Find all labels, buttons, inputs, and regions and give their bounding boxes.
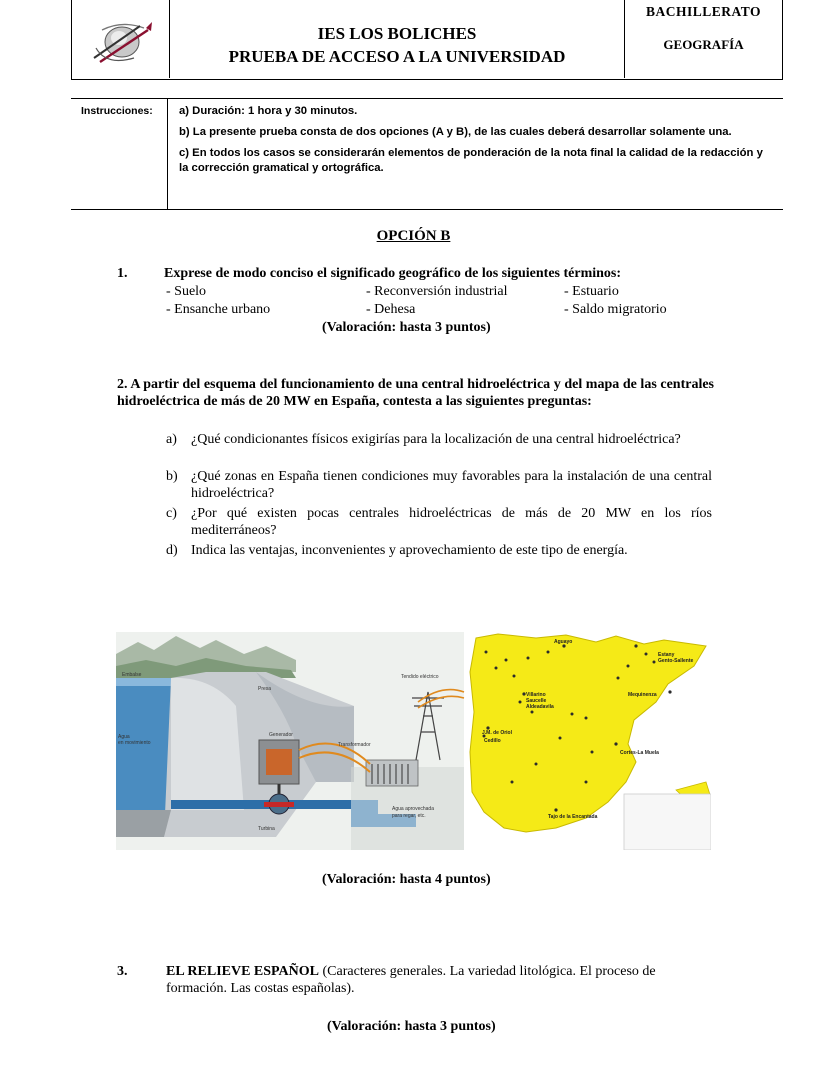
q3-description: (Caracteres generales. La variedad litológica. El proceso de formación. Las costas españolas). <box>166 964 656 996</box>
map-label-jm-oriol: J.M. de Oriol <box>482 730 513 736</box>
label-aprov: Agua aprovechada <box>392 806 434 812</box>
q2-item-text: ¿Qué zonas en España tienen condiciones muy favorables para la instalación de una central hidroeléctrica? <box>191 469 712 501</box>
q2-item-letter: a) <box>166 432 177 447</box>
hydro-plant-diagram <box>116 632 464 850</box>
label-aprov-2: para regar, etc. <box>392 813 426 819</box>
label-turbina: Turbina <box>258 826 275 832</box>
q1-term: - Saldo migratorio <box>564 302 667 317</box>
q1-number: 1. <box>117 266 128 281</box>
school-name: IES LOS BOLICHES <box>317 24 477 43</box>
q1-term: - Estuario <box>564 284 619 299</box>
option-title: OPCIÓN B <box>376 228 451 244</box>
label-tendido: Tendido eléctrico <box>401 674 439 680</box>
q3-score: (Valoración: hasta 3 puntos) <box>327 1019 496 1034</box>
q2-score: (Valoración: hasta 4 puntos) <box>322 872 491 887</box>
q2-item-text: Indica las ventajas, inconvenientes y aprovechamiento de este tipo de energía. <box>191 543 628 558</box>
q2-item-letter: b) <box>166 469 178 484</box>
hydro-plants-map <box>468 632 711 850</box>
instruction-item: b) La presente prueba consta de dos opciones (A y B), de las cuales deberá desarrollar solamente una. <box>179 126 732 138</box>
q1-term: - Reconversión industrial <box>366 284 508 299</box>
q1-term: - Suelo <box>166 284 207 299</box>
label-transformador: Transformador <box>338 742 371 748</box>
map-label-estany: Estany <box>658 652 675 658</box>
map-label-villarino: Villarino <box>526 692 546 698</box>
q1-prompt: Exprese de modo conciso el significado geográfico de los siguientes términos: <box>164 266 622 281</box>
q2-item-text: ¿Qué condicionantes físicos exigirías para la localización de una central hidroeléctrica? <box>191 432 681 447</box>
q3-number: 3. <box>117 964 128 979</box>
instructions-divider <box>167 99 168 209</box>
map-label-aguayo: Aguayo <box>554 639 573 645</box>
instruction-item: c) En todos los casos se considerarán elementos de ponderación de la nota final la calidad de la redacción y la corrección gramatical y ortográfica. <box>179 147 763 174</box>
map-label-mequinenza: Mequinenza <box>628 692 657 698</box>
instructions-box <box>71 98 783 210</box>
map-label-gento: Gento-Sallente <box>658 658 694 664</box>
q2-item-letter: c) <box>166 506 177 521</box>
q3-title: EL RELIEVE ESPAÑOL <box>166 964 320 979</box>
map-label-cortes: Cortes-La Muela <box>620 750 659 756</box>
map-label-saucelle: Saucelle <box>526 698 547 704</box>
map-label-cedillo: Cedillo <box>484 738 501 744</box>
label-agua: Agua <box>118 734 130 740</box>
q3-text <box>166 963 714 997</box>
instructions-label: Instrucciones: <box>81 105 153 117</box>
map-label-tajo: Tajo de la Encantada <box>548 814 598 820</box>
level-label: BACHILLERATO <box>645 4 762 19</box>
q1-score: (Valoración: hasta 3 puntos) <box>322 320 491 335</box>
header-title <box>169 22 625 68</box>
q2-prompt: 2. A partir del esquema del funcionamiento de una central hidroeléctrica y del mapa de las centrales hidroeléctrica de más de 20 MW en España, contesta a las siguientes preguntas: <box>117 377 714 409</box>
label-generador: Generador <box>269 732 293 738</box>
subject-label: GEOGRAFÍA <box>663 37 744 52</box>
q2-item-letter: d) <box>166 543 178 558</box>
label-embalse: Embalse <box>122 672 142 678</box>
label-presa: Presa <box>258 686 272 692</box>
instruction-item: a) Duración: 1 hora y 30 minutos. <box>179 105 358 117</box>
school-logo <box>72 0 170 78</box>
hydro-figure <box>116 632 711 850</box>
map-label-aldeadavila: Aldeadavila <box>526 704 554 710</box>
exam-header <box>71 0 783 80</box>
q2-item-text: ¿Por qué existen pocas centrales hidroeléctricas de más de 20 MW en los ríos mediterráneos? <box>191 506 712 538</box>
q1-term: - Ensanche urbano <box>166 302 271 317</box>
q1-term: - Dehesa <box>366 302 416 317</box>
exam-name: PRUEBA DE ACCESO A LA UNIVERSIDAD <box>228 47 566 66</box>
label-agua-mov: en movimiento <box>118 740 151 746</box>
